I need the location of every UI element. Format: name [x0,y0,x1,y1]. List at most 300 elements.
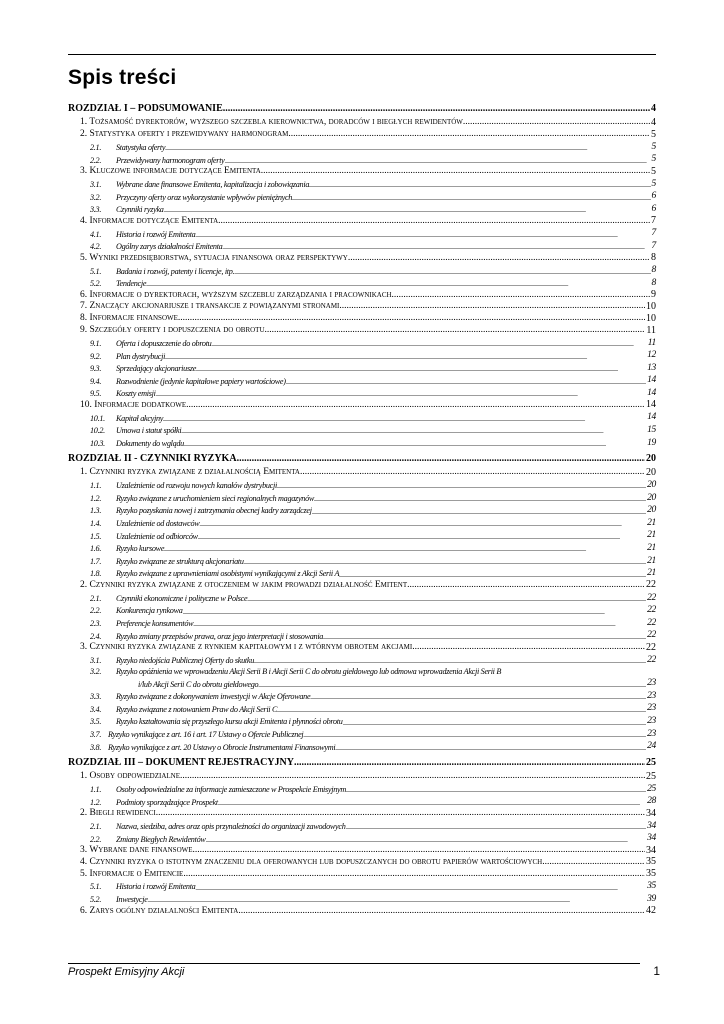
toc-entry-label: Ryzyko opóźnienia we wprowadzeniu Akcji Serii B i Akcji Serii C do obrotu giełdowego lub odmowa wprowadzenia Akcji Serii B [116,666,502,676]
toc-entry-number: 5. [80,252,88,263]
toc-entry-label [80,846,193,856]
toc-entry-number: 10.1. [90,413,105,423]
toc-entry-number: 8. [80,313,88,324]
toc-dot-leader [211,342,646,348]
toc-section[interactable] [68,288,656,300]
toc-dot-leader [193,622,646,628]
toc-entry-page: 5 [651,141,656,152]
toc-entry-number: 2.4. [90,631,102,641]
toc-entry-page: 20 [647,479,656,490]
toc-entry-text: Uzależnienie od odbiorców [116,531,198,541]
toc-dot-leader [184,442,646,448]
toc-entry-text: Plan dystrybucji [116,351,166,361]
toc-dot-leader [392,291,650,301]
toc-entry-number: 1.8. [90,569,102,579]
toc-dot-leader [148,898,647,904]
toc-entry-page: 10 [646,300,656,312]
toc-entry-label [90,545,164,553]
page-title: Spis treści [68,66,177,89]
toc-entry-number: 1.5. [90,531,102,541]
toc-entry-label [90,507,312,515]
toc-entry-label [80,217,218,227]
toc-subsection[interactable] [68,239,656,252]
toc-entry-page: 5 [651,128,656,140]
toc-dot-leader [186,401,645,411]
header-rule [68,54,656,55]
toc-entry-number: 3. [80,845,88,855]
toc-entry-page: 7 [651,228,656,239]
toc-entry-page: 28 [647,796,656,807]
toc-entry-page: 9 [651,289,656,301]
toc-entry-label: ROZDZIAŁ II - CZYNNIKI RYZYKA [68,453,237,465]
toc-entry-text: Informacje o dyrektorach, wyższym szczeblu zarządzania i pracownikach [89,289,392,300]
toc-entry-label [90,607,183,615]
toc-entry-page: 4 [651,116,656,128]
toc-entry-text: Informacje dotyczące Emitenta [89,215,219,226]
toc-entry-label [90,520,199,528]
toc-entry-label [90,144,165,152]
toc-entry-text: Informacje dodatkowe [94,399,187,410]
toc-entry-page: 5 [651,178,656,189]
toc-entry-text: Podmioty sporządzające Prospekt [116,797,218,807]
toc-entry-label [90,620,193,628]
toc-entry-label [90,693,310,701]
toc-entry-label [90,706,277,714]
toc-dot-leader [238,907,645,917]
toc-entry-page: 23 [647,678,656,689]
toc-entry-label [80,858,542,868]
toc-entry-label [90,280,146,288]
toc-subsection[interactable] [68,616,656,629]
toc-subsection[interactable] [68,189,656,202]
toc-entry-text: Tożsamość dyrektorów, wyższego szczebla kierownictwa, doradców i biegłych rewidentów [89,117,463,128]
toc-entry-label [90,378,286,386]
toc-entry-label [90,340,211,348]
toc-entry-text: Wybrane dane finansowe Emitenta, kapitalizacja i zobowiązania [116,179,310,189]
toc-entry-text: Inwestycje [116,895,148,905]
toc-entry-number: 5.2. [90,895,102,905]
toc-entry-number: 3.3. [90,205,102,215]
toc-dot-leader [339,302,645,312]
toc-entry-number: 1.2. [90,797,102,807]
toc-entry-page: 22 [647,630,656,641]
toc-entry-text: Uzależnienie od dostawców [116,519,200,529]
toc-entry-page: 21 [647,542,656,553]
toc-entry-page: 22 [646,641,656,653]
toc-entry-text: Ryzyko kursowe [116,544,165,554]
toc-section[interactable] [68,312,656,324]
toc-entry-page: 22 [646,579,656,591]
toc-entry-page: 22 [647,654,656,665]
toc-subsection[interactable] [68,782,656,795]
toc-dot-leader [234,270,650,276]
toc-entry-label [80,772,180,782]
toc-entry-text: Informacje finansowe [89,313,178,324]
toc-entry-label [90,786,346,794]
toc-section[interactable] [68,398,656,410]
toc-entry-label [90,353,165,361]
toc-dot-leader [314,497,646,503]
toc-subsection[interactable] [68,516,656,529]
toc-entry-label [90,206,164,214]
toc-entry-number: 9.1. [90,338,102,348]
toc-entry-text: Czynniki ryzyka [116,205,164,215]
toc-entry-number: 3.8. [90,742,102,752]
toc-subsection[interactable] [68,653,656,666]
toc-subsection[interactable] [68,202,656,215]
toc-dot-leader [181,429,646,435]
toc-entry-text: Ryzyko wynikające z art. 16 i art. 17 Ustawy o Ofercie Publicznej [108,729,304,739]
toc-entry-label [80,401,186,411]
toc-subsection[interactable] [68,603,656,616]
toc-section[interactable] [68,300,656,312]
toc-entry-text: Czynniki ryzyka związane z rynkiem kapitałowym i z wtórnym obrotem akcjami [89,642,413,653]
toc-subsection[interactable] [68,226,656,239]
toc-entry-number: 4. [80,856,88,867]
toc-dot-leader [247,597,646,603]
toc-entry-page: 21 [647,517,656,528]
toc-entry-text: Preferencje konsumentów [116,618,194,628]
toc-entry-page: 23 [647,716,656,727]
toc-dot-leader [348,254,650,264]
toc-dot-leader [277,484,646,490]
toc-entry-text: Ogólny zarys działalności Emitenta [116,242,223,252]
toc-section[interactable] [68,856,656,868]
toc-section[interactable] [68,770,656,782]
toc-entry-text: Historia i rozwój Emitenta [116,229,196,239]
toc-entry-label [90,181,309,189]
toc-dot-leader [309,183,650,189]
toc-entry-text: Statystyka oferty i przewidywany harmonogram [89,129,289,140]
toc-dot-leader [323,635,646,641]
toc-dot-leader [244,560,646,566]
toc-entry-text: Konkurencja rynkowa [116,606,183,616]
toc-dot-leader [294,758,645,768]
toc-entry-number: 9.2. [90,351,102,361]
toc-entry-label [80,314,178,324]
toc-dot-leader [195,233,650,239]
toc-entry-text: Ryzyko związane z uprawnieniami osobistymi wynikającymi z Akcji Serii A [116,569,340,579]
toc-section[interactable] [68,466,656,478]
toc-entry-page: 6 [651,203,656,214]
toc-entry-label [90,268,234,276]
toc-dot-leader [198,535,646,541]
toc-entry-text: Ryzyko związane z notowaniem Praw do Akcji Serii C [116,704,278,714]
toc-entry-label [90,731,303,739]
toc-subsection[interactable] [68,410,656,423]
toc-entry-page: 20 [646,453,656,465]
toc-entry-continuation[interactable] [68,676,656,689]
toc-section[interactable] [68,867,656,879]
toc-section[interactable] [68,844,656,856]
toc-subsection[interactable] [68,714,656,727]
toc-section[interactable] [68,807,656,819]
toc-dot-leader [178,314,645,324]
toc-entry-number: 4.2. [90,242,102,252]
toc-entry-text: Ryzyko kształtowania się przyszłego kursu akcji Emitenta i płynności obrotu [116,717,343,727]
toc-subsection[interactable] [68,276,656,289]
toc-subsection[interactable] [68,590,656,603]
toc-dot-leader [412,643,645,653]
toc-entry-page: 8 [651,277,656,288]
toc-dot-leader [222,245,650,251]
toc-entry-page: 34 [646,844,656,856]
toc-entry-page: 14 [646,399,656,411]
toc-entry-number: 3. [80,166,88,177]
toc-entry-label [80,130,288,140]
toc-entry-text: Osoby odpowiedzialne [89,771,181,782]
toc-entry-number: 2.2. [90,834,102,844]
toc-entry-label [90,570,339,578]
toc-entry-number: 3.3. [90,692,102,702]
toc-entry-number: 4.1. [90,229,102,239]
toc-entry-text: Czynniki ryzyka związane z otoczeniem w jakim prowadzi działalność Emitent [89,579,408,590]
toc-subsection[interactable] [68,794,656,807]
toc-dot-leader [163,417,646,423]
toc-entry-text: Koszty emisji [116,389,156,399]
toc-subsection[interactable] [68,553,656,566]
toc-dot-leader [265,326,646,336]
toc-subsection[interactable] [68,503,656,516]
toc-entry-text: Czynniki ryzyka związane z działalnością Emitenta [89,467,300,478]
toc-entry-label [90,823,346,831]
toc-subsection[interactable] [68,263,656,276]
toc-subsection[interactable] [68,423,656,436]
toc-entry[interactable] [68,665,656,676]
toc-subsection[interactable] [68,541,656,554]
footer-rule [68,963,640,964]
toc-dot-leader [165,146,650,152]
toc-entry-label [90,896,148,904]
toc-entry-label [80,302,339,312]
toc-entry-page: 10 [646,312,656,324]
toc-dot-leader [146,282,650,288]
toc-dot-leader [542,858,645,868]
toc-section[interactable] [68,324,656,336]
toc-entry-text: Ryzyko wynikające z art. 20 Ustawy o Obrocie Instrumentami Finansowymi [108,742,336,752]
toc-entry-number: 3.2. [90,192,102,202]
table-of-contents [68,101,656,916]
toc-section[interactable] [68,214,656,226]
toc-entry-number: 1.7. [90,556,102,566]
toc-subsection[interactable] [68,819,656,832]
toc-entry-label [90,744,335,752]
toc-section[interactable] [68,251,656,263]
toc-subsection[interactable] [68,348,656,361]
toc-entry-page: 7 [651,240,656,251]
toc-chapter[interactable] [68,101,656,114]
toc-entry-page: 35 [646,856,656,868]
toc-section[interactable] [68,116,656,128]
toc-dot-leader [156,809,645,819]
toc-subsection[interactable] [68,177,656,190]
toc-dot-leader [407,581,645,591]
toc-entry-page: 11 [646,324,656,336]
toc-subsection[interactable] [68,152,656,165]
toc-dot-leader [183,870,645,880]
toc-entry-number: 2.2. [90,606,102,616]
toc-entry-text: Wybrane dane finansowe [89,845,193,855]
toc-dot-leader [165,355,646,361]
toc-entry-number: 9.5. [90,389,102,399]
toc-entry-label [90,365,196,373]
toc-entry-page: 6 [651,191,656,202]
toc-subsection[interactable] [68,140,656,153]
toc-dot-leader [195,886,646,892]
toc-entry-label [90,390,156,398]
toc-entry-number: 7. [80,301,88,312]
toc-dot-leader [312,510,646,516]
toc-entry-page: 25 [647,783,656,794]
toc-subsection[interactable] [68,739,656,752]
toc-entry-number: 9.4. [90,376,102,386]
toc-subsection[interactable] [68,566,656,579]
toc-entry-number: 2.3. [90,618,102,628]
toc-entry-number: 3.7. [90,729,102,739]
toc-entry-number: 2.2. [90,155,102,165]
toc-subsection[interactable] [68,831,656,844]
toc-subsection[interactable] [68,701,656,714]
toc-chapter[interactable] [68,755,656,768]
toc-entry-label [90,427,181,435]
toc-entry-number: 1. [80,467,88,478]
toc-entry-page: 23 [647,690,656,701]
toc-entry-page: 8 [651,252,656,264]
toc-entry-label [90,157,225,165]
toc-section[interactable] [68,165,656,177]
toc-entry-label [90,657,254,665]
toc-entry-text: Czynniki ekonomiczne i polityczne w Polsce [116,593,248,603]
toc-dot-leader [292,196,650,202]
toc-entry-text: Sprzedający akcjonariusze [116,364,197,374]
footer-document-name: Prospekt Emisyjny Akcji [68,966,185,978]
toc-entry-label [90,243,222,251]
toc-dot-leader [223,104,650,114]
toc-entry-page: 35 [647,881,656,892]
toc-entry-page: 22 [647,617,656,628]
toc-entry-label [90,883,195,891]
toc-entry-label [90,495,314,503]
toc-entry-page: 13 [647,362,656,373]
toc-subsection[interactable] [68,373,656,386]
toc-entry-number: 3.5. [90,717,102,727]
toc-entry-number: 6. [80,289,88,300]
toc-dot-leader [335,746,646,752]
toc-subsection[interactable] [68,689,656,702]
toc-dot-leader [156,392,647,398]
toc-dot-leader [254,659,646,665]
toc-entry-text: Kapitał akcyjny [116,413,164,423]
toc-subsection[interactable] [68,628,656,641]
toc-entry-text: Zarys ogólny działalności Emitenta [89,905,239,916]
toc-entry-page: 21 [647,530,656,541]
toc-entry-text: Kluczowe informacje dotyczące Emitenta [89,166,261,177]
toc-dot-leader [343,721,647,727]
toc-entry-label [90,231,195,239]
toc-entry-number: 3. [80,642,88,653]
toc-dot-leader [277,708,646,714]
toc-dot-leader [346,825,647,831]
toc-entry-page: 42 [646,905,656,917]
toc-entry-page: 34 [647,820,656,831]
toc-section[interactable] [68,128,656,140]
toc-entry-number: 2.1. [90,142,102,152]
toc-entry-page: 21 [647,555,656,566]
toc-entry-label [80,167,261,177]
toc-entry-label [90,799,218,807]
toc-entry-number: 1.2. [90,493,102,503]
toc-subsection[interactable] [68,892,656,905]
toc-entry-number: 3.4. [90,704,102,714]
toc-entry-label [80,326,265,336]
toc-entry-page: 15 [647,424,656,435]
toc-dot-leader [463,118,650,128]
toc-entry-number: 1.3. [90,506,102,516]
toc-entry-page: 22 [647,592,656,603]
toc-entry-text: Uzależnienie od rozwoju nowych kanałów dystrybucji [116,481,277,491]
toc-entry-label [80,291,392,301]
toc-subsection[interactable] [68,727,656,740]
toc-subsection[interactable] [68,879,656,892]
toc-dot-leader [218,217,650,227]
toc-entry-text: Nazwa, siedziba, adres oraz opis przynależności do organizacji zawodowych [116,821,346,831]
toc-dot-leader [206,838,647,844]
toc-subsection[interactable] [68,361,656,374]
toc-entry-page: 19 [647,437,656,448]
toc-dot-leader [218,801,646,807]
toc-entry-text: Statystyka oferty [116,142,166,152]
toc-subsection[interactable] [68,490,656,503]
toc-entry-text: Informacje o Emitencie [89,868,184,879]
toc-entry-number: 5.1. [90,266,102,276]
toc-section[interactable] [68,904,656,916]
toc-entry-page: 25 [646,770,656,782]
toc-section[interactable] [68,579,656,591]
toc-entry-text: Ryzyko pozyskania nowej i zatrzymania obecnej kadry zarządczej [116,506,312,516]
toc-entry-text: Biegli rewidenci [89,808,156,819]
toc-entry-label [80,870,183,880]
toc-subsection[interactable] [68,386,656,399]
toc-entry-number: 2. [80,129,88,140]
toc-dot-leader [303,733,646,739]
toc-entry-text: Wyniki przedsiębiorstwa, sytuacja finansowa oraz perspektywy [89,252,348,263]
toc-entry-number: 10.2. [90,426,105,436]
toc-entry-number: 2. [80,579,88,590]
toc-entry-number: 9. [80,325,88,336]
toc-entry-label [90,836,206,844]
toc-entry-page: 22 [647,605,656,616]
toc-subsection[interactable] [68,435,656,448]
toc-entry-page: 21 [647,568,656,579]
toc-dot-leader [180,772,645,782]
toc-entry-text: Historia i rozwój Emitenta [116,882,196,892]
toc-entry-label [90,440,184,448]
toc-entry-label [90,482,277,490]
toc-subsection[interactable] [68,478,656,491]
toc-dot-leader [164,547,646,553]
toc-entry-number: 3.1. [90,655,102,665]
toc-entry-number: 2. [80,808,88,819]
toc-section[interactable] [68,641,656,653]
toc-chapter[interactable] [68,451,656,464]
toc-entry-page: 12 [647,350,656,361]
toc-entry-page: 25 [646,756,656,768]
toc-entry-text: Umowa i statut spółki [116,426,182,436]
toc-subsection[interactable] [68,336,656,349]
toc-subsection[interactable] [68,528,656,541]
toc-dot-leader [164,208,651,214]
toc-entry-text: Osoby odpowiedzialne za informacje zamieszczone w Prospekcie Emisyjnym [116,784,346,794]
